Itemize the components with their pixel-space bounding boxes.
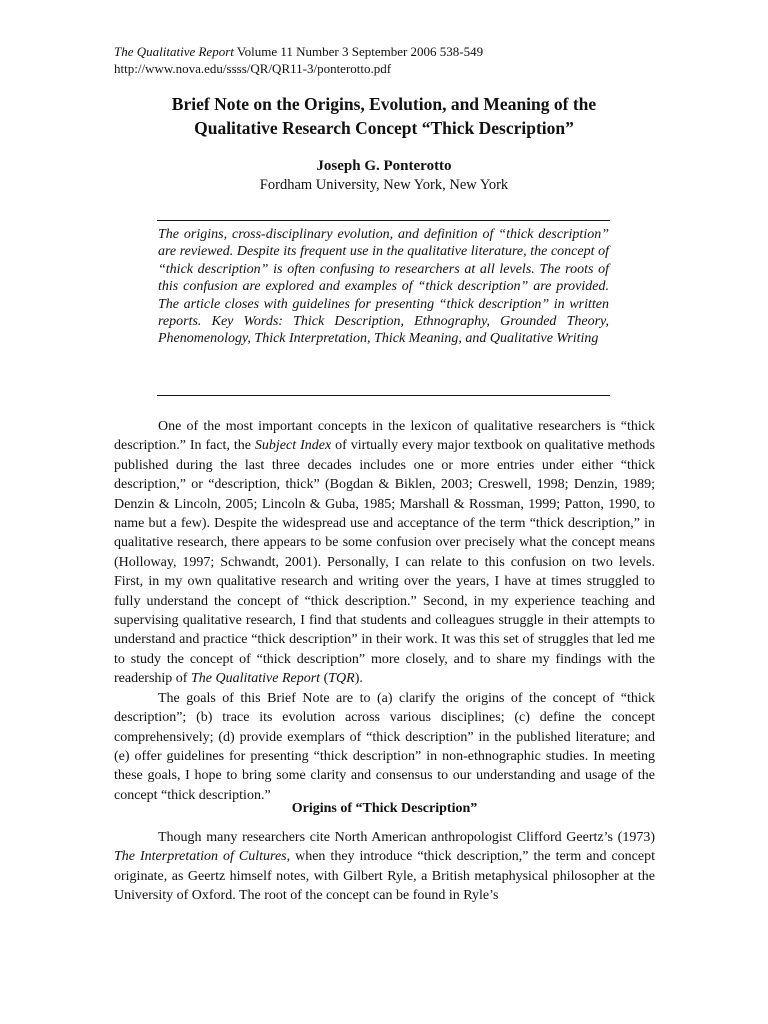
paragraph-text: , when they introduce “thick description,” the term and concept originate, as Geertz himself notes, with Gilbert Ryle, a British metaphysical philosopher at the University of Oxford. The root of the concept can be found in Ryle’s bbox=[114, 849, 655, 904]
journal-citation bbox=[114, 43, 483, 60]
abstract: The origins, cross-disciplinary evolution, and definition of “thick description” are reviewed. Despite its frequent use in the qualitative literature, the concept of “thick description” is often confusing to researchers at all levels. The roots of this confusion are explored and examples of “thick description” are provided. The article closes with guidelines for presenting “thick description” in written reports. Key Words: Thick Description, Ethnography, Grounded Theory, Phenomenology, Thick Interpretation, Thick Meaning, and Qualitative Writing bbox=[158, 227, 609, 347]
paper-title bbox=[100, 92, 668, 140]
paragraph-text: One of the most important concepts in the lexicon of qualitative researchers is “thick description.” In fact, the bbox=[114, 419, 655, 454]
book-title-emphasis: The Interpretation of Cultures bbox=[114, 849, 287, 865]
article-url: http://www.nova.edu/ssss/QR/QR11-3/ponterotto.pdf bbox=[114, 61, 392, 76]
title-line-2: Qualitative Research Concept “Thick Description” bbox=[194, 118, 574, 138]
abstract-top-rule bbox=[157, 220, 610, 221]
section-heading: Origins of “Thick Description” bbox=[291, 801, 478, 816]
body-paragraph-3 bbox=[114, 828, 655, 906]
subject-index-emphasis: Subject Index bbox=[254, 438, 332, 454]
abstract-bottom-rule bbox=[157, 395, 610, 396]
paragraph-text: ( bbox=[320, 671, 329, 687]
journal-emphasis: The Qualitative Report bbox=[190, 671, 321, 687]
paragraph-text: of virtually every major textbook on qualitative methods published during the last three decades includes one or more entries under either “thick description,” or “description, thick” (Bogdan & Biklen, 2003; Creswell, 1998; Denzin, 1989; Denzin & Lincoln, 2005; Lincoln & Guba, 1985; Marshall & Rossman, 1999; Patton, 1990, to name but a few). Despite the widespread use and acceptance of the term “thick description,” in qualitative research, there appears to be some confusion over precisely what the concept means (Holloway, 1997; Schwandt, 2001). Personally, I can relate to this confusion on two levels. First, in my own qualitative research and writing over the years, I have at times struggled to fully understand the concept of “thick description.” Second, in my experience teaching and supervising qualitative research, I find that students and colleagues struggle in their attempts to understand and practice “thick description” in their work. It was this set of struggles that led me to study the concept of “thick description” more closely, and to share my findings with the readership of bbox=[114, 438, 656, 687]
body-paragraph-1 bbox=[114, 417, 655, 689]
origins-section bbox=[114, 828, 655, 906]
journal-name: The Qualitative Report bbox=[114, 44, 234, 59]
running-head bbox=[114, 43, 483, 77]
author-affiliation: Fordham University, New York, New York bbox=[259, 177, 509, 193]
body-paragraph-2: The goals of this Brief Note are to (a) clarify the origins of the concept of “thick description”; (b) trace its evolution across various disciplines; (c) define the concept comprehensively; (d) provide exemplars of “thick description” in the published literature; and (e) offer guidelines for presenting “thick description” in non-ethnographic studies. In meeting these goals, I hope to bring some clarity and consensus to our understanding and usage of the concept “thick description.” bbox=[114, 690, 655, 803]
paragraph-text: ). bbox=[354, 671, 363, 687]
paragraph-text: Though many researchers cite North American anthropologist Clifford Geertz’s (1973) bbox=[158, 830, 655, 845]
title-line-1: Brief Note on the Origins, Evolution, and Meaning of the bbox=[171, 94, 597, 114]
tqr-emphasis: TQR bbox=[328, 671, 355, 687]
intro-section bbox=[114, 417, 655, 805]
author-name: Joseph G. Ponterotto bbox=[316, 158, 452, 174]
volume-info: Volume 11 Number 3 September 2006 538-549 bbox=[233, 44, 484, 59]
